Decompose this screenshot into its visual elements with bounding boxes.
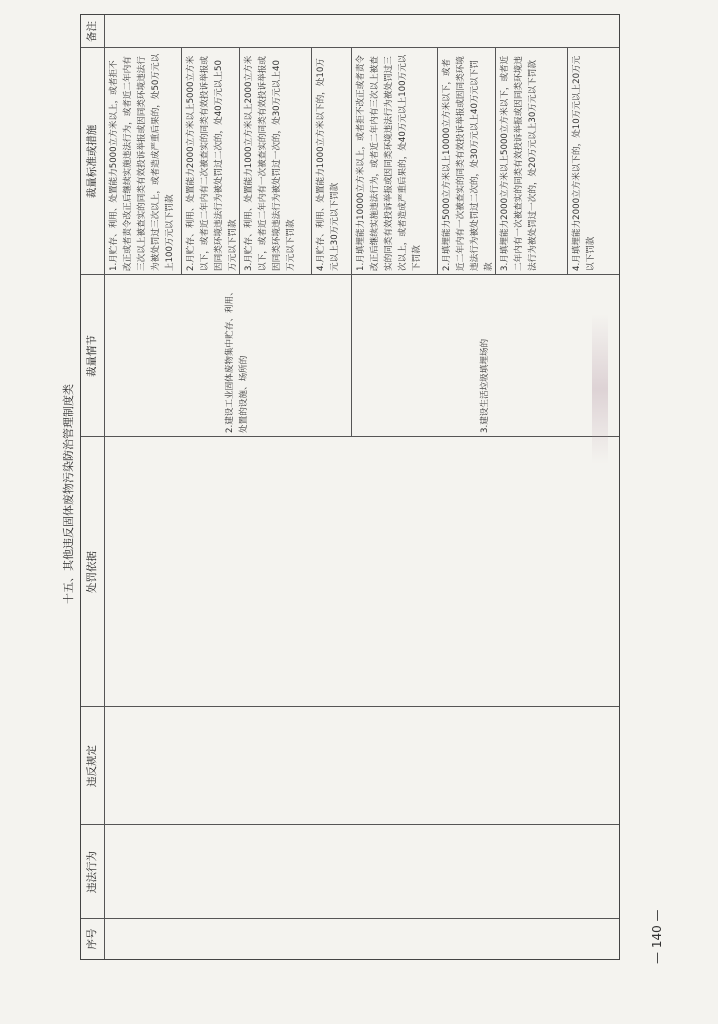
standard-1-4: 4.月贮存、利用、处置能力1000立方米以下的，处10万元以上30万元以下罚款 [316,58,340,271]
standard-1-3: 3.月贮存、利用、处置能力1000立方米以上2000立方米以下，或者近二年内有一次被查实的同类有效投诉举报或因同类环境违法行为被处罚过一次的，处30万元以上40万元以下罚款 [244,55,296,271]
header-circumstance: 裁量情节 [86,335,98,377]
col-divider [81,824,619,825]
standard-1-1: 1.月贮存、利用、处置能力5000立方米以上，或者拒不改正或者责令改正后继续实施违法行为，或者近二年内有三次以上被查实的同类有效投诉举报或因同类环境违法行为被处罚过三次以上，或者造成严重后果的，处50万元以上100万元以下罚款 [109,53,175,271]
standard-2-1: 1.月填埋能力10000立方米以上，或者拒不改正或者责令改正后继续实施违法行为，或者近二年内有三次以上被查实的同类有效投诉举报或因同类环境违法行为被处罚过三次以上，或者造成严重后果的，处40万元以上100万元以下罚款 [356,54,422,271]
header-rule: 违反规定 [86,745,98,787]
header-remark: 备注 [86,21,98,42]
col-divider [81,706,619,707]
section-title: 十五、其他违反固体废物污染防治管理制度类 [62,384,75,604]
header-basis: 处罚依据 [86,551,98,593]
standard-1-2: 2.月贮存、利用、处置能力2000立方米以上5000立方米以下，或者近二年内有二次被查实的同类有效投诉举报或因同类环境违法行为被处罚过二次的，处40万元以上50万元以下罚款 [186,55,238,271]
circumstance-row-2: 3.建设生活垃圾填埋场的 [480,338,490,433]
circumstance-row-1: 2.建设工业固体废物集中贮存、利用、处置的设施、场所的 [225,287,249,433]
col-divider [81,918,619,919]
page-number: — 140 — [650,909,664,964]
standard-2-2: 2.月填埋能力5000立方米以上10000立方米以下，或者近二年内有一次被查实的同类有效投诉举报或因同类环境违法行为被处罚过二次的，处30万元以上40万元以下罚款 [442,56,494,271]
standard-2-3: 3.月填埋能力2000立方米以上5000立方米以下，或者近二年内有一次被查实的同类有效投诉举报或因同类环境违法行为被处罚过一次的，处20万元以上30万元以下罚款 [500,55,538,271]
header-no: 序号 [86,928,98,950]
standard-2-4: 4.月填埋能力2000立方米以下的，处10万元以上20万元以下罚款 [572,55,596,271]
header-behavior: 违法行为 [86,851,98,893]
header-standard: 裁量标准或措施 [86,124,98,199]
scan-artifact [592,314,608,464]
col-divider [81,436,619,437]
regulation-table [80,14,620,960]
